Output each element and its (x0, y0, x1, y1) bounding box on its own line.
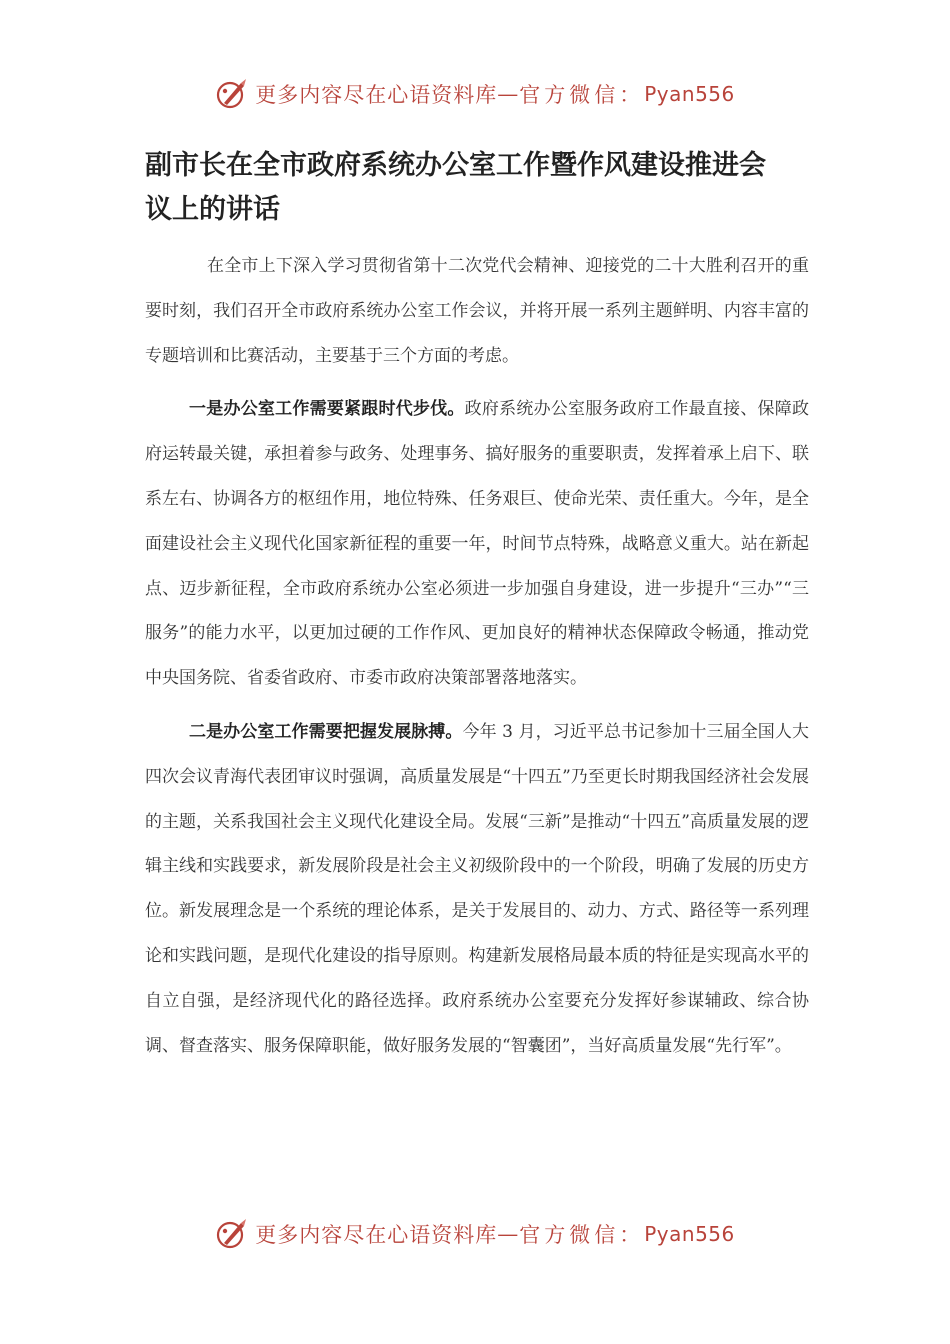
paragraph-intro (145, 244, 809, 378)
banner-dash: — (497, 82, 520, 106)
footer-banner (0, 1212, 950, 1256)
paragraph-point-one (145, 387, 809, 701)
paragraph-point-two (145, 710, 809, 1068)
banner-brand-text: 更多内容尽在心语资料库 (255, 1223, 498, 1247)
banner-brand-text: 更多内容尽在心语资料库 (255, 83, 498, 107)
quill-pen-logo-icon (215, 1217, 249, 1251)
paragraph-lead: 二是办公室工作需要把握发展脉搏。 (189, 721, 463, 742)
banner-weixin-label: 官方微信： (519, 83, 645, 107)
document-title: 副市长在全市政府系统办公室工作暨作风建设推进会议上的讲话 (145, 150, 766, 225)
document-body (145, 244, 809, 1068)
paragraph-text: 今年 3 月，习近平总书记参加十三届全国人大四次会议青海代表团审议时强调，高质量发展是“十四五”乃至更长时期我国经济社会发展的主题，关系我国社会主义现代化建设全局。发展“三新”是推动“十四五”高质量发展的逻辑主线和实践要求，新发展阶段是社会主义初级阶段中的一个阶段，明确了发展的历史方位。新发展理念是一个系统的理论体系，是关于发展目的、动力、方式、路径等一系列理论和实践问题，是现代化建设的指导原则。构建新发展格局最本质的特征是实现高水平的自立自强，是经济现代化的路径选择。政府系统办公室要充分发挥好参谋辅政、综合协调、督查落实、服务保障职能，做好服务发展的“智囊团”，当好高质量发展“先行军”。 (145, 721, 809, 1056)
paragraph-lead: 一是办公室工作需要紧跟时代步伐。 (189, 399, 465, 420)
header-banner (0, 72, 950, 116)
paragraph-text: 政府系统办公室服务政府工作最直接、保障政府运转最关键，承担着参与政务、处理事务、搞好服务的重要职责，发挥着承上启下、联系左右、协调各方的枢纽作用，地位特殊、任务艰巨、使命光荣、责任重大。今年，是全面建设社会主义现代化国家新征程的重要一年，时间节点特殊，战略意义重大。站在新起点、迈步新征程，全市政府系统办公室必须进一步加强自身建设，进一步提升“三办”“三服务”的能力水平，以更加过硬的工作作风、更加良好的精神状态保障政令畅通，推动党中央国务院、省委省政府、市委市政府决策部署落地落实。 (145, 399, 809, 689)
banner-weixin-id: Pyan556 (644, 82, 735, 106)
quill-pen-logo-icon (215, 77, 249, 111)
banner-weixin-id: Pyan556 (644, 1222, 735, 1246)
paragraph-text: 在全市上下深入学习贯彻省第十二次党代会精神、迎接党的二十大胜利召开的重要时刻，我们召开全市政府系统办公室工作会议，并将开展一系列主题鲜明、内容丰富的专题培训和比赛活动，主要基于三个方面的考虑。 (145, 256, 809, 366)
banner-dash: — (497, 1222, 520, 1246)
banner-weixin-label: 官方微信： (519, 1223, 645, 1247)
